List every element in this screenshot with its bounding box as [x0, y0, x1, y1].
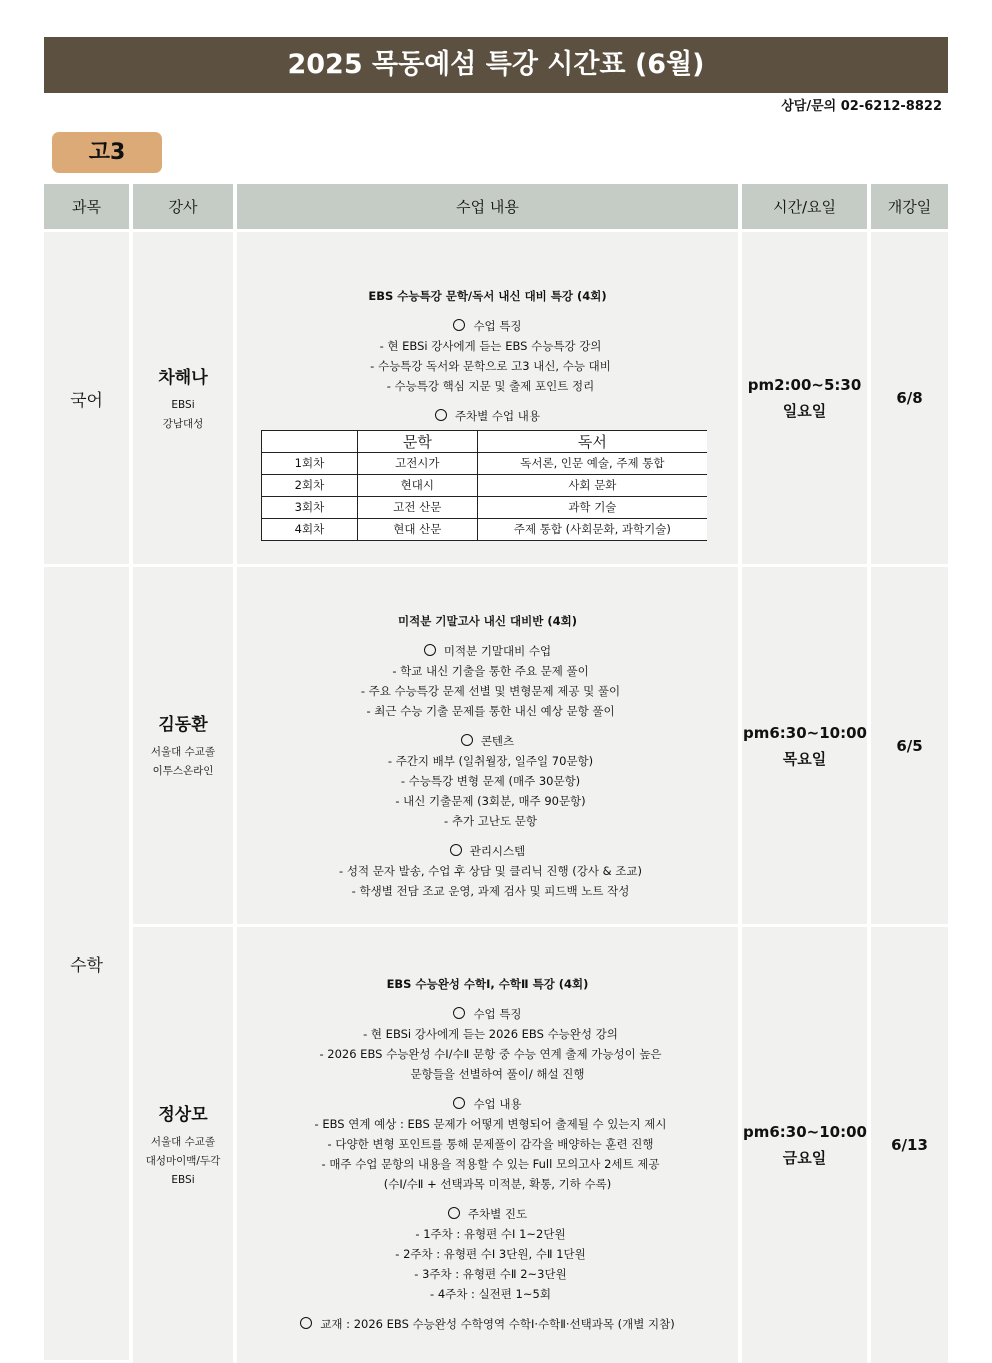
- course-title: EBS 수능완성 수학Ⅰ, 수학Ⅱ 특강 (4회): [386, 977, 589, 991]
- section-heading: 미적분 기말대비 수업: [245, 641, 730, 661]
- table-row-korean: [44, 232, 948, 567]
- circle-bullet-icon: [300, 1317, 312, 1329]
- class-time: pm6:30~10:00: [743, 1123, 867, 1141]
- section-line: - 주요 수능특강 문제 선별 및 변형문제 제공 및 풀이: [360, 683, 621, 698]
- col-header-content: 수업 내용: [237, 184, 742, 232]
- weekly-cell: 현대 산문: [357, 518, 477, 540]
- weekly-row: [262, 518, 708, 540]
- open-date-cell: 6/5: [871, 567, 948, 927]
- weekly-row: [262, 474, 708, 496]
- header-row: [44, 184, 948, 232]
- content-section: [245, 1204, 730, 1304]
- content-section: [245, 731, 730, 831]
- section-heading: 수업 특징: [245, 316, 730, 336]
- circle-bullet-icon: [453, 1007, 465, 1019]
- section-line: - 최근 수능 기출 문제를 통한 내신 예상 문항 풀이: [366, 703, 615, 718]
- subject-cell: 수학: [44, 567, 133, 1363]
- section-heading: 관리시스템: [245, 841, 730, 861]
- contact-info: 상담/문의 02-6212-8822: [781, 99, 942, 114]
- page-title: 2025 목동예섬 특강 시간표 (6월): [44, 37, 948, 93]
- teacher-affiliation: 서울대 수교졸: [150, 1136, 216, 1148]
- section-line: - 현 EBSi 강사에게 듣는 2026 EBS 수능완성 강의: [363, 1027, 618, 1041]
- teacher-affiliation: EBSi: [171, 1174, 195, 1186]
- circle-bullet-icon: [453, 1097, 465, 1109]
- section-line: - 수능특강 핵심 지문 및 출제 포인트 정리: [386, 378, 595, 393]
- teacher-affiliation: 강남대성: [162, 417, 204, 430]
- section-line: - 성적 문자 발송, 수업 후 상담 및 클리닉 진행 (강사 & 조교): [339, 863, 642, 878]
- col-header-open-date: 개강일: [871, 184, 948, 232]
- open-date-cell: 6/13: [871, 927, 948, 1363]
- col-header-teacher: 강사: [133, 184, 237, 232]
- course-content: [237, 927, 742, 1363]
- time-cell: [742, 927, 871, 1363]
- weekly-header-cell: [262, 430, 358, 452]
- section-line: - 학교 내신 기출을 통한 주요 문제 풀이: [392, 663, 589, 678]
- section-line: - 내신 기출문제 (3회분, 매주 90문항): [395, 793, 586, 808]
- class-time: pm2:00~5:30: [747, 376, 862, 394]
- circle-bullet-icon: [461, 734, 473, 746]
- section-line: - 주간지 배부 (일취월장, 일주일 70문항): [387, 753, 594, 768]
- teacher-name: 김동환: [158, 715, 208, 735]
- section-heading: 수업 특징: [245, 1004, 730, 1024]
- open-date-cell: 6/8: [871, 232, 948, 567]
- teacher-name: 정상모: [158, 1105, 208, 1125]
- circle-bullet-icon: [450, 844, 462, 856]
- weekly-schedule-table: [261, 430, 707, 541]
- content-section: [245, 1004, 730, 1084]
- weekly-row: [262, 452, 708, 474]
- teacher-affiliation: EBSi: [171, 398, 195, 411]
- weekly-cell: 과학 기술: [477, 496, 707, 518]
- section-heading: 교재 : 2026 EBS 수능완성 수학영역 수학Ⅰ·수학Ⅱ·선택과목 (개별 지참): [245, 1314, 730, 1334]
- teacher-cell: [133, 567, 237, 927]
- teacher-cell: [133, 927, 237, 1363]
- class-day: 금요일: [782, 1149, 827, 1167]
- section-line: (수Ⅰ/수Ⅱ + 선택과목 미적분, 확통, 기하 수록): [383, 1177, 612, 1191]
- section-line: - 매주 수업 문항의 내용을 적용할 수 있는 Full 모의고사 2세트 제공: [321, 1157, 660, 1171]
- course-content: [237, 232, 742, 567]
- section-heading: 콘텐츠: [245, 731, 730, 751]
- schedule-table: [44, 184, 948, 1363]
- section-heading: 주차별 수업 내용: [245, 406, 730, 426]
- section-line: - 1주차 : 유형편 수Ⅰ 1~2단원: [415, 1227, 566, 1241]
- content-section: [245, 316, 730, 396]
- teacher-name: 차해나: [158, 367, 208, 388]
- grade-badge: 고3: [52, 132, 162, 173]
- time-cell: [742, 232, 871, 567]
- section-line: - 다양한 변형 포인트를 통해 문제풀이 감각을 배양하는 훈련 진행: [327, 1137, 654, 1151]
- weekly-cell: 3회차: [262, 496, 358, 518]
- weekly-cell: 1회차: [262, 452, 358, 474]
- weekly-cell: 2회차: [262, 474, 358, 496]
- section-line: - 수능특강 변형 문제 (매주 30문항): [400, 773, 581, 788]
- content-section: [245, 406, 730, 426]
- content-section: [245, 1314, 730, 1334]
- section-line: 문항들을 선별하여 풀이/ 해설 진행: [410, 1067, 585, 1081]
- circle-bullet-icon: [453, 319, 465, 331]
- weekly-cell: 현대시: [357, 474, 477, 496]
- weekly-header-cell: 문학: [357, 430, 477, 452]
- section-line: - 현 EBSi 강사에게 듣는 EBS 수능특강 강의: [379, 338, 602, 353]
- subject-cell: 국어: [44, 232, 133, 567]
- section-line: - 2026 EBS 수능완성 수Ⅰ/수Ⅱ 문항 중 수능 연계 출제 가능성이 높은: [319, 1047, 662, 1061]
- class-time: pm6:30~10:00: [743, 723, 867, 742]
- weekly-cell: 고전 산문: [357, 496, 477, 518]
- teacher-affiliation: 이투스온라인: [152, 765, 214, 777]
- weekly-header-cell: 독서: [477, 430, 707, 452]
- circle-bullet-icon: [424, 644, 436, 656]
- content-section: [245, 641, 730, 721]
- course-title: 미적분 기말고사 내신 대비반 (4회): [398, 613, 577, 628]
- table-row-math-1: [44, 567, 948, 927]
- time-cell: [742, 567, 871, 927]
- course-content: [237, 567, 742, 927]
- section-line: - 3주차 : 유형편 수Ⅱ 2~3단원: [414, 1267, 567, 1281]
- class-day: 일요일: [782, 402, 827, 420]
- content-section: [245, 841, 730, 901]
- weekly-row: [262, 496, 708, 518]
- section-line: - 수능특강 독서와 문학으로 고3 내신, 수능 대비: [370, 358, 611, 373]
- weekly-cell: 사회 문화: [477, 474, 707, 496]
- weekly-cell: 주제 통합 (사회문화, 과학기술): [477, 518, 707, 540]
- weekly-cell: 고전시가: [357, 452, 477, 474]
- section-line: - EBS 연계 예상 : EBS 문제가 어떻게 변형되어 출제될 수 있는지 제시: [314, 1117, 667, 1131]
- teacher-cell: [133, 232, 237, 567]
- circle-bullet-icon: [448, 1207, 460, 1219]
- section-heading: 수업 내용: [245, 1094, 730, 1114]
- section-line: - 4주차 : 실전편 1~5회: [430, 1287, 551, 1301]
- section-line: - 추가 고난도 문항: [444, 813, 537, 828]
- section-line: - 학생별 전담 조교 운영, 과제 검사 및 피드백 노트 작성: [351, 883, 630, 898]
- circle-bullet-icon: [435, 409, 447, 421]
- weekly-cell: 독서론, 인문 예술, 주제 통합: [477, 452, 707, 474]
- teacher-affiliation: 대성마이맥/두각: [145, 1155, 221, 1167]
- course-title: EBS 수능특강 문학/독서 내신 대비 특강 (4회): [368, 288, 607, 303]
- class-day: 목요일: [782, 749, 827, 768]
- col-header-time: 시간/요일: [742, 184, 871, 232]
- content-section: [245, 1094, 730, 1194]
- weekly-header-row: [262, 430, 708, 452]
- table-row-math-2: [44, 927, 948, 1363]
- section-line: - 2주차 : 유형편 수Ⅰ 3단원, 수Ⅱ 1단원: [395, 1247, 586, 1261]
- weekly-cell: 4회차: [262, 518, 358, 540]
- col-header-subject: 과목: [44, 184, 133, 232]
- section-heading: 주차별 진도: [245, 1204, 730, 1224]
- teacher-affiliation: 서울대 수교졸: [150, 746, 216, 758]
